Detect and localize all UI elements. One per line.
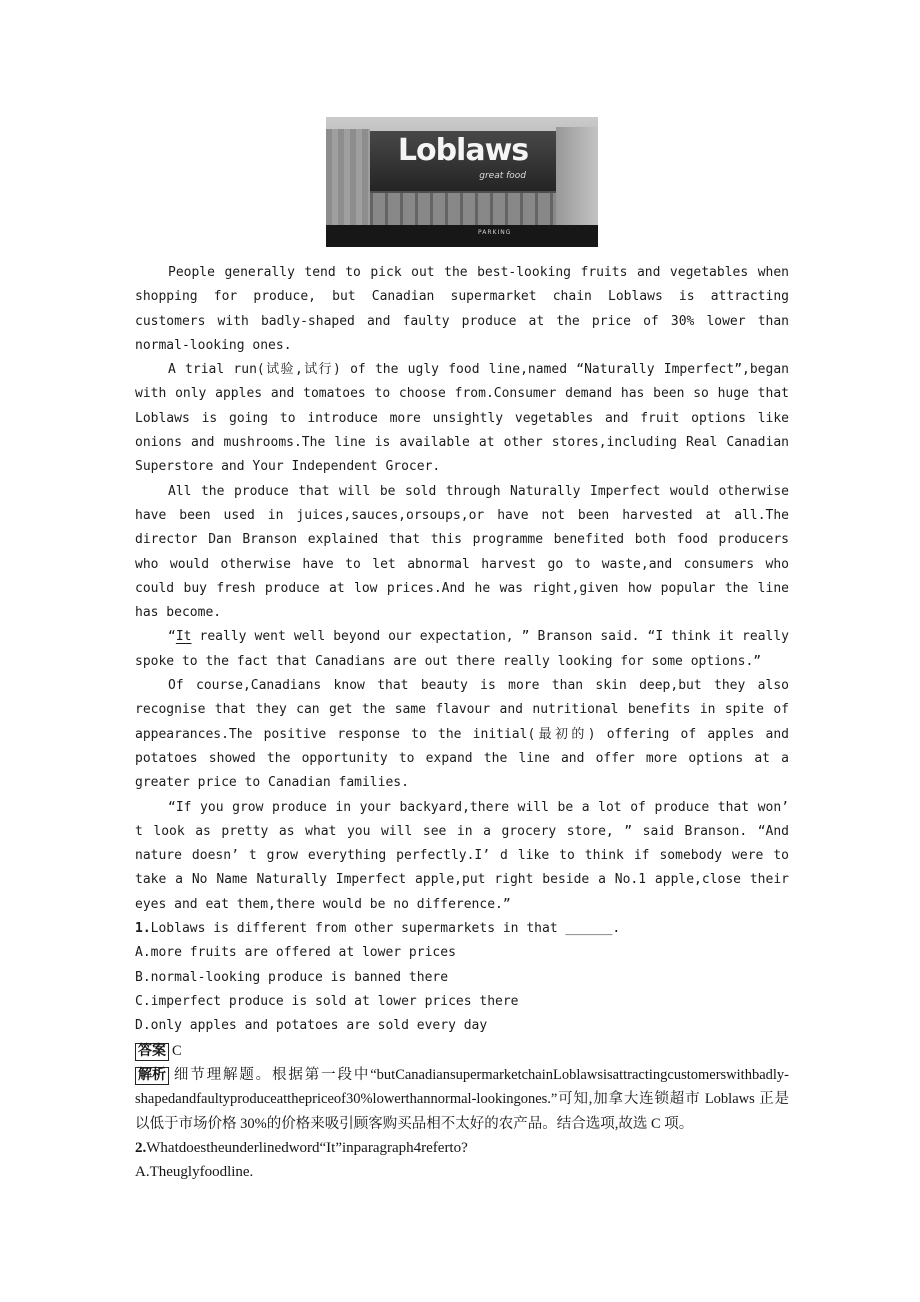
question-1-option-d: D.only apples and potatoes are sold every day bbox=[135, 1018, 488, 1034]
photo-right-wall bbox=[556, 127, 598, 225]
answer-label-box: 答案 bbox=[135, 1043, 169, 1061]
photo-left-wall bbox=[326, 129, 370, 225]
question-2-stem bbox=[135, 1136, 789, 1160]
answer-value: C bbox=[172, 1042, 182, 1059]
question-1-option-b: B.normal-looking produce is banned there bbox=[135, 969, 449, 985]
paragraph-4-rest: really went well beyond our expectation, ” Branson said. “I think it really spoke to the fact that Canadians are out there really looking for some options.” bbox=[135, 629, 789, 669]
paragraph-4-open-quote: “ bbox=[168, 629, 176, 645]
photo-parking-level bbox=[326, 225, 598, 247]
question-1 bbox=[135, 917, 789, 1038]
question-2-number: 2. bbox=[135, 1139, 147, 1156]
underlined-word-it: It bbox=[175, 629, 192, 645]
question-2-stem-text: Whatdoestheunderlinedword“It”inparagraph4referto? bbox=[146, 1139, 468, 1156]
question-1-option-c: C.imperfect produce is sold at lower prices there bbox=[135, 993, 519, 1009]
photo-store-sign bbox=[370, 131, 556, 191]
analysis-text: 细节理解题。根据第一段中“butCanadiansupermarketchainLoblawsisattractingcustomerswithbadly-shapedandfaultyproduceatthepriceof30%lowerthannormal-lookingones.”可知,加拿大连锁超市 Loblaws 正是以低于市场价格 30%的价格来吸引顾客购买品相不太好的农产品。结合选项,故选 C 项。 bbox=[135, 1066, 789, 1132]
article-paragraph-6: “If you grow produce in your backyard,there will be a lot of produce that won’ t look as pretty as what you will see in a grocery store, ” said Branson. “And nature doesn’ t grow everything perfectly.I’ d like to think if somebody were to take a No Name Naturally Imperfect apple,put right beside a No.1 apple,close their eyes and eat them,there would be no difference.” bbox=[135, 799, 789, 912]
article-paragraph-5: Of course,Canadians know that beauty is more than skin deep,but they also recognise that they can get the same flavour and nutritional benefits in spite of appearances.The positive response to the initial(最初的) offering of apples and potatoes showed the opportunity to expand the line and offer more options at a greater price to Canadian families. bbox=[135, 678, 789, 791]
photo-glass-facade bbox=[370, 191, 556, 227]
article-paragraph-1: People generally tend to pick out the best-looking fruits and vegetables when shopping for produce, but Canadian supermarket chain Loblaws is attracting customers with badly-shaped and faulty produce at the price of 30% lower than normal-looking ones. bbox=[135, 265, 789, 353]
question-1-stem-text: Loblaws is different from other supermarkets in that ______. bbox=[150, 921, 621, 937]
analysis-line bbox=[135, 1063, 789, 1136]
answer-line bbox=[135, 1039, 789, 1063]
analysis-label-box: 解析 bbox=[135, 1067, 169, 1085]
parking-sign-text: PARKING bbox=[478, 229, 512, 236]
question-1-number: 1. bbox=[135, 921, 151, 937]
question-2-option-a: A.Theuglyfoodline. bbox=[135, 1164, 254, 1181]
article-paragraph-2: A trial run(试验,试行) of the ugly food line,named “Naturally Imperfect”,began with only apples and tomatoes to choose from.Consumer demand has been so huge that Loblaws is going to introduce more unsightly vegetables and fruit options like onions and mushrooms.The line is available at other stores,including Real Canadian Superstore and Your Independent Grocer. bbox=[135, 362, 789, 475]
question-2 bbox=[135, 1136, 789, 1185]
store-sign-tagline: great food bbox=[479, 171, 526, 181]
store-sign-text: Loblaws bbox=[397, 133, 529, 168]
article-paragraph-4 bbox=[135, 625, 789, 674]
store-photo bbox=[326, 117, 598, 247]
question-1-option-a: A.more fruits are offered at lower prices bbox=[135, 945, 456, 961]
reading-passage bbox=[135, 261, 789, 917]
article-paragraph-3: All the produce that will be sold through Naturally Imperfect would otherwise have been used in juices,sauces,orsoups,or have not been harvested at all.The director Dan Branson explained that this programme benefited both food producers who would otherwise have to let abnormal harvest go to waste,and consumers who could buy fresh produce at low prices.And he was right,given how popular the line has become. bbox=[135, 483, 789, 621]
question-1-stem bbox=[135, 917, 789, 941]
